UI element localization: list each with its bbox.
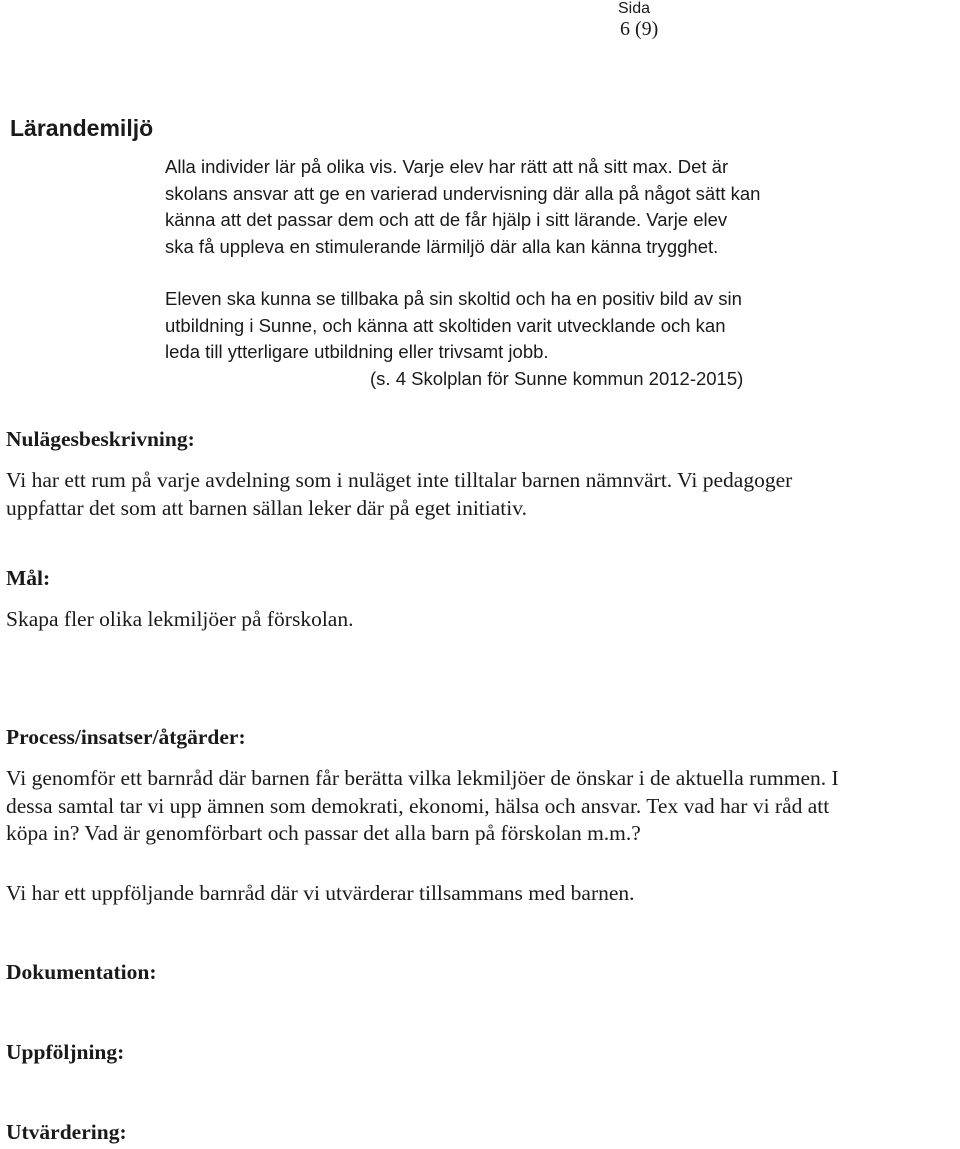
intro-line: skolans ansvar att ge en varierad undervisning där alla på något sätt kan (165, 182, 761, 204)
paragraph-line: dessa samtal tar vi upp ämnen som demokrati, ekonomi, hälsa och ansvar. Tex vad har vi råd att (6, 793, 830, 818)
quote-line: Eleven ska kunna se tillbaka på sin skoltid och ha en positiv bild av sin (165, 288, 742, 309)
quote-reference: (s. 4 Skolplan för Sunne kommun 2012-2015) (370, 367, 744, 389)
page-label: Sida (618, 0, 651, 17)
intro-line: Alla individer lär på olika vis. Varje elev har rätt att nå sitt max. Det är (165, 156, 729, 177)
quote-line: leda till ytterligare utbildning eller trivsamt jobb. (165, 341, 549, 362)
section-heading-mal: Mål: (6, 566, 51, 590)
section-heading-utvardering: Utvärdering: (6, 1120, 127, 1144)
intro-line: känna att det passar dem och att de får hjälp i sitt lärande. Varje elev (165, 209, 728, 230)
paragraph-line: Skapa fler olika lekmiljöer på förskolan. (6, 607, 354, 631)
page-title: Lärandemiljö (10, 115, 154, 141)
intro-paragraph (165, 154, 760, 260)
section-heading-dokumentation: Dokumentation: (6, 960, 157, 984)
section-heading-process: Process/insatser/åtgärder: (6, 725, 246, 749)
page-number: 6 (9) (620, 18, 659, 40)
process-paragraph (6, 765, 839, 848)
paragraph-line: Vi genomför ett barnråd där barnen får berätta vilka lekmiljöer de önskar i de aktuella rummen. I (6, 766, 839, 790)
section-heading-nulage: Nulägesbeskrivning: (6, 427, 195, 451)
paragraph-line: Vi har ett rum på varje avdelning som i nuläget inte tilltalar barnen nämnvärt. Vi pedagoger (6, 468, 793, 492)
intro-line: ska få uppleva en stimulerande lärmiljö där alla kan känna trygghet. (165, 235, 719, 257)
quote-line: utbildning i Sunne, och känna att skoltiden varit utvecklande och kan (165, 314, 726, 336)
process-followup: Vi har ett uppföljande barnråd där vi utvärderar tillsammans med barnen. (6, 881, 635, 905)
quote-paragraph (165, 286, 743, 392)
paragraph-line: köpa in? Vad är genomförbart och passar det alla barn på förskolan m.m.? (6, 821, 641, 845)
mal-paragraph (6, 606, 353, 634)
section-heading-uppfoljning: Uppföljning: (6, 1040, 125, 1064)
nulage-paragraph (6, 467, 792, 522)
paragraph-line: uppfattar det som att barnen sällan leker där på eget initiativ. (6, 495, 527, 520)
